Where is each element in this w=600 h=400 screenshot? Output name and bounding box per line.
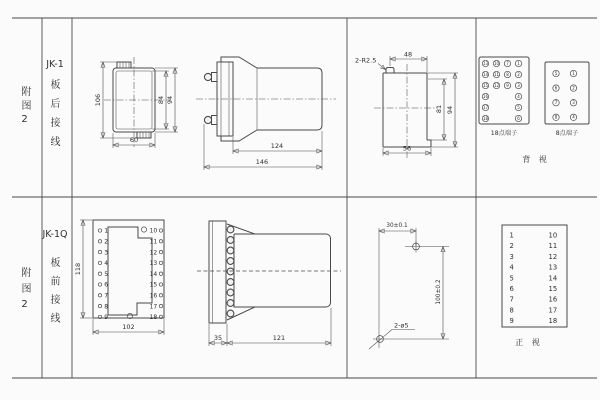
- dim-label-146: 146: [255, 158, 269, 166]
- terminal-18-label: 18: [482, 115, 489, 121]
- caption-18-point: 18点端子: [490, 130, 518, 137]
- terminal-8-label: 3: [572, 100, 575, 106]
- dim-label-60: 60: [129, 136, 139, 144]
- front-terminal-circle: [98, 229, 101, 232]
- terminal-18-label: 16: [482, 93, 489, 99]
- table-terminal-label: 14: [548, 274, 558, 283]
- front-terminal-label: 8: [104, 303, 109, 311]
- dim-label-102: 102: [122, 323, 135, 331]
- table-terminal-label: 16: [548, 295, 558, 304]
- dim-label-118: 118: [74, 262, 82, 276]
- terminal-18-label: 3: [517, 82, 520, 88]
- front-terminal-label: 7: [104, 292, 109, 300]
- front-terminal-circle: [98, 294, 101, 297]
- rear-view-label: 背 视: [522, 155, 550, 164]
- figure-label-row1: 附图2: [19, 86, 30, 129]
- front-terminal-circle: [159, 261, 162, 264]
- front-terminal-label: 13: [149, 260, 158, 268]
- terminals-18-col4: [515, 60, 521, 121]
- front-terminal-circle: [98, 304, 101, 307]
- front-terminal-circle: [98, 240, 101, 243]
- dim-label-56: 56: [402, 144, 412, 153]
- terminal-block-18: [479, 57, 529, 124]
- terminal-table-right: [549, 232, 558, 326]
- jk1-rear-view-drawing: [94, 57, 178, 148]
- dim-label-106: 106: [94, 93, 102, 107]
- front-terminal-label: 2: [104, 238, 109, 246]
- model-label-jk1: JK-1: [46, 59, 64, 70]
- table-terminal-label: 17: [548, 306, 558, 315]
- terminal-18-label: 1: [517, 60, 520, 66]
- jk1-terminal-blocks: [479, 57, 589, 164]
- dim-label-84: 84: [157, 95, 165, 105]
- terminals-18-col1: [482, 60, 488, 121]
- terminal-18-label: 17: [482, 104, 489, 110]
- front-terminal-label: 12: [149, 249, 158, 257]
- dim-label-2-r2.5: 2-R2.5: [355, 56, 377, 65]
- terminals-8-left: [553, 70, 559, 120]
- front-terminal-circle: [98, 250, 101, 253]
- dim-label-121: 121: [272, 334, 286, 342]
- dim-label-94-rear: 94: [166, 95, 174, 105]
- terminal-8-label: 2: [572, 85, 575, 91]
- front-terminal-label: 14: [149, 270, 158, 278]
- terminal-block-8: [545, 62, 589, 124]
- dim-label-30: 30±0.1: [386, 223, 408, 229]
- terminal-18-label: 10: [493, 60, 500, 66]
- front-terminal-label: 1: [104, 227, 109, 235]
- table-terminal-label: 5: [509, 274, 514, 283]
- table-terminal-label: 10: [548, 231, 558, 240]
- terminal-18-label: 8: [506, 71, 509, 77]
- front-terminal-circle: [98, 272, 101, 275]
- dim-label-81: 81: [435, 104, 443, 114]
- front-terminal-label: 9: [104, 314, 109, 322]
- front-terminal-label: 15: [149, 281, 158, 289]
- terminal-screw: [204, 116, 211, 123]
- front-terminal-circle: [159, 229, 162, 232]
- terminal-screw: [204, 73, 211, 80]
- caption-8-point: 8点端子: [555, 130, 579, 137]
- front-terminal-circle: [159, 272, 162, 275]
- terminal-18-label: 7: [506, 60, 509, 66]
- front-terminal-label: 17: [149, 303, 158, 311]
- dim-label-100: 100±0.2: [436, 279, 442, 305]
- front-terminal-label: 10: [149, 227, 158, 235]
- table-terminal-label: 7: [509, 295, 514, 304]
- terminal-18-label: 13: [482, 60, 489, 66]
- jk1q-front-view-drawing: [74, 220, 164, 335]
- figure-label-row2: 附图2: [19, 267, 30, 316]
- terminal-18-label: 12: [493, 82, 500, 88]
- terminal-8-label: 1: [572, 70, 575, 76]
- dim-label-48: 48: [403, 50, 413, 59]
- terminal-18-label: 6: [517, 115, 520, 121]
- jk1-side-view-drawing: [196, 57, 336, 170]
- mounting-hole: [141, 227, 146, 232]
- jk1q-drilling-template: [369, 223, 449, 349]
- terminal-8-label: 6: [554, 85, 558, 91]
- terminal-18-label: 15: [482, 82, 489, 88]
- table-terminal-label: 13: [548, 263, 558, 272]
- terminal-18-label: 14: [482, 71, 489, 77]
- table-terminal-label: 2: [509, 242, 514, 251]
- front-terminal-label: 11: [149, 238, 158, 246]
- table-terminal-label: 3: [509, 252, 514, 261]
- terminals-18-col2: [493, 60, 499, 88]
- front-terminal-label: 5: [104, 270, 109, 278]
- front-terminal-label: 4: [104, 260, 109, 268]
- model-label-jk1q: JK-1Q: [42, 229, 68, 240]
- table-terminal-label: 18: [548, 317, 558, 326]
- jk1q-terminal-table: [502, 225, 567, 347]
- terminals-8-right: [570, 70, 576, 120]
- table-terminal-label: 1: [509, 231, 514, 240]
- table-terminal-label: 6: [509, 285, 514, 293]
- dim-label-2-phi5: 2-ø5: [394, 321, 409, 330]
- terminal-18-label: 9: [506, 82, 509, 88]
- dim-label-94-cutout: 94: [446, 105, 454, 115]
- table-terminal-label: 11: [548, 242, 558, 251]
- terminal-18-label: 11: [493, 71, 500, 77]
- terminal-8-label: 7: [554, 100, 558, 106]
- terminals-18-col3: [504, 60, 510, 88]
- wiring-type-row2: 板前接线: [48, 257, 59, 331]
- dim-label-124: 124: [270, 142, 284, 150]
- terminal-18-label: 2: [517, 71, 520, 77]
- terminal-table-left: [510, 232, 514, 326]
- front-view-label: 正 视: [515, 338, 543, 347]
- front-terminal-circle: [159, 240, 162, 243]
- front-terminal-label: 3: [104, 249, 109, 257]
- front-terminal-label: 16: [149, 292, 158, 300]
- terminal-8-label: 4: [572, 114, 575, 120]
- front-terminal-circle: [159, 250, 162, 253]
- front-terminal-circle: [98, 261, 101, 264]
- terminal-8-label: 8: [554, 114, 558, 120]
- dim-label-35: 35: [213, 334, 223, 342]
- table-terminal-label: 12: [548, 252, 558, 261]
- front-left-terminals: [98, 228, 108, 321]
- front-terminal-circle: [98, 283, 101, 286]
- front-terminal-label: 6: [104, 281, 109, 289]
- front-terminal-circle: [159, 283, 162, 286]
- jk1-panel-cutout-drawing: [355, 51, 458, 159]
- table-terminal-label: 9: [509, 317, 514, 326]
- front-terminal-circle: [159, 294, 162, 297]
- terminal-18-label: 4: [517, 93, 520, 99]
- front-right-terminals: [150, 228, 163, 321]
- table-terminal-label: 8: [509, 306, 514, 315]
- table-terminal-label: 4: [509, 263, 514, 272]
- terminal-8-label: 5: [554, 70, 558, 76]
- front-terminal-label: 18: [149, 314, 158, 322]
- jk1q-side-view-drawing: [197, 221, 341, 346]
- front-terminal-circle: [159, 304, 162, 307]
- wiring-type-row1: 板后接线: [48, 79, 59, 155]
- terminal-18-label: 5: [517, 104, 520, 110]
- table-terminal-label: 15: [548, 285, 558, 293]
